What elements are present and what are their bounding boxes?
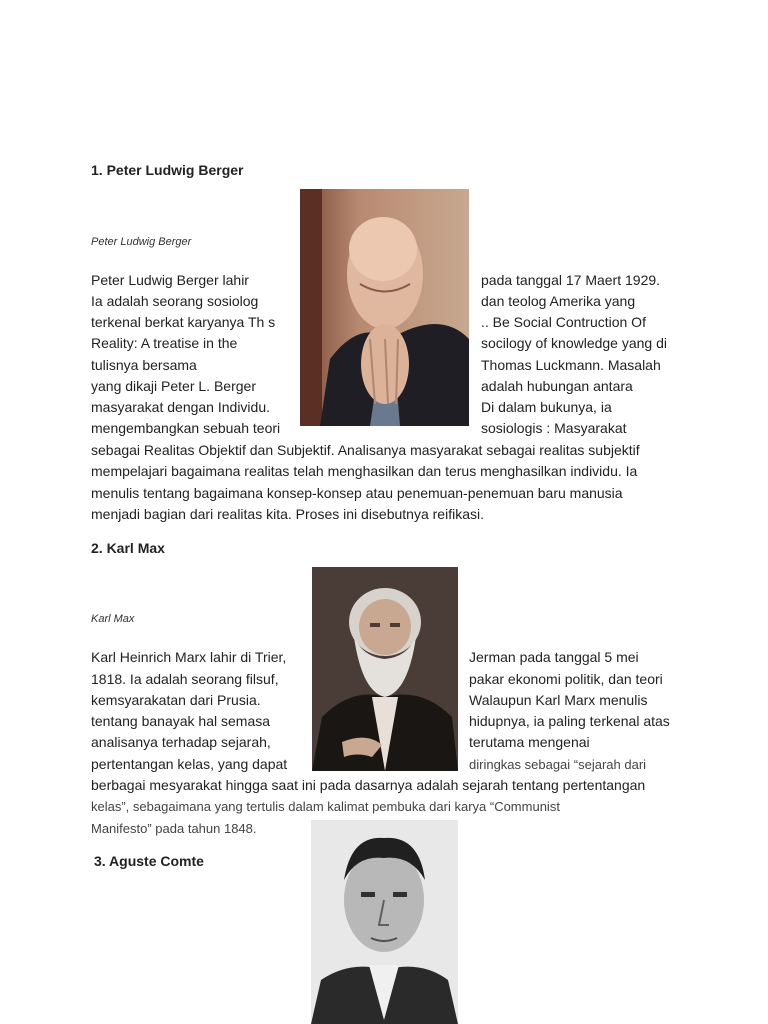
section-heading-comte: 3. Aguste Comte [94, 853, 204, 869]
berger-left-line: terkenal berkat karyanya Th s [91, 314, 276, 330]
marx-left-line: tentang banayak hal semasa [91, 713, 271, 729]
marx-left-line: analisanya terhadap sejarah, [91, 734, 271, 750]
marx-paragraph-line: berbagai mesyarakat hingga saat ini pada dasarnya adalah sejarah tentang pertentangan [91, 777, 646, 793]
marx-left-line: Karl Heinrich Marx lahir di Trier, [91, 649, 287, 665]
berger-left-line: Peter Ludwig Berger lahir [91, 272, 249, 288]
berger-right-line: Thomas Luckmann. Masalah [481, 357, 661, 373]
berger-right-line: pada tanggal 17 Maert 1929. [481, 272, 661, 288]
marx-left-line: 1818. Ia adalah seorang filsuf, [91, 671, 279, 687]
berger-left-line: Ia adalah seorang sosiolog [91, 293, 259, 309]
berger-left-line: tulisnya bersama [91, 357, 197, 373]
marx-right-line: diringkas sebagai “sejarah dari [469, 757, 647, 772]
section-heading-berger: 1. Peter Ludwig Berger [91, 162, 244, 178]
marx-right-line: pakar ekonomi politik, dan teori [469, 671, 663, 687]
comte-photo [311, 820, 458, 1024]
berger-left-line: masyarakat dengan Individu. [91, 399, 270, 415]
berger-photo [300, 189, 469, 426]
berger-right-line: adalah hubungan antara [481, 378, 633, 394]
marx-photo [312, 567, 458, 771]
berger-right-line: Di dalam bukunya, ia [481, 399, 612, 415]
marx-left-line: pertentangan kelas, yang dapat [91, 756, 288, 772]
berger-right-line: dan teolog Amerika yang [481, 293, 636, 309]
marx-right-line: terutama mengenai [469, 734, 590, 750]
marx-paragraph-line: Manifesto” pada tahun 1848. [91, 821, 257, 836]
berger-paragraph-line: menulis tentang bagaimana konsep-konsep atau penemuan-penemuan baru manusia [91, 485, 623, 501]
berger-paragraph-line: mempelajari bagaimana realitas telah menghasilkan dan terus menghasilkan individu. Ia [91, 463, 638, 479]
marx-left-line: kemsyarakatan dari Prusia. [91, 692, 261, 708]
berger-right-line: socilogy of knowledge yang di [481, 335, 668, 351]
bald-man-portrait-icon [300, 189, 469, 426]
image-caption-berger: Peter Ludwig Berger [91, 236, 192, 248]
berger-left-line: yang dikaji Peter L. Berger [91, 378, 256, 394]
berger-right-line: sosiologis : Masyarakat [481, 420, 627, 436]
man-portrait-bw-icon [311, 820, 458, 1024]
berger-paragraph-line: sebagai Realitas Objektif dan Subjektif. Analisanya masyarakat sebagai realitas subjektif [91, 442, 640, 458]
berger-left-line: Reality: A treatise in the [91, 335, 238, 351]
marx-right-line: Jerman pada tanggal 5 mei [469, 649, 639, 665]
berger-left-line: mengembangkan sebuah teori [91, 420, 281, 436]
berger-right-line: .. Be Social Contruction Of [481, 314, 646, 330]
image-caption-marx: Karl Max [91, 613, 135, 625]
marx-paragraph-line: kelas”, sebagaimana yang tertulis dalam kalimat pembuka dari karya “Communist [91, 799, 560, 814]
section-heading-marx: 2. Karl Max [91, 540, 165, 556]
marx-right-line: Walaupun Karl Marx menulis [469, 692, 648, 708]
berger-paragraph-line: menjadi bagian dari realitas kita. Proses ini disebutnya reifikasi. [91, 506, 484, 522]
bearded-man-portrait-icon [312, 567, 458, 771]
marx-right-line: hidupnya, ia paling terkenal atas [469, 713, 670, 729]
